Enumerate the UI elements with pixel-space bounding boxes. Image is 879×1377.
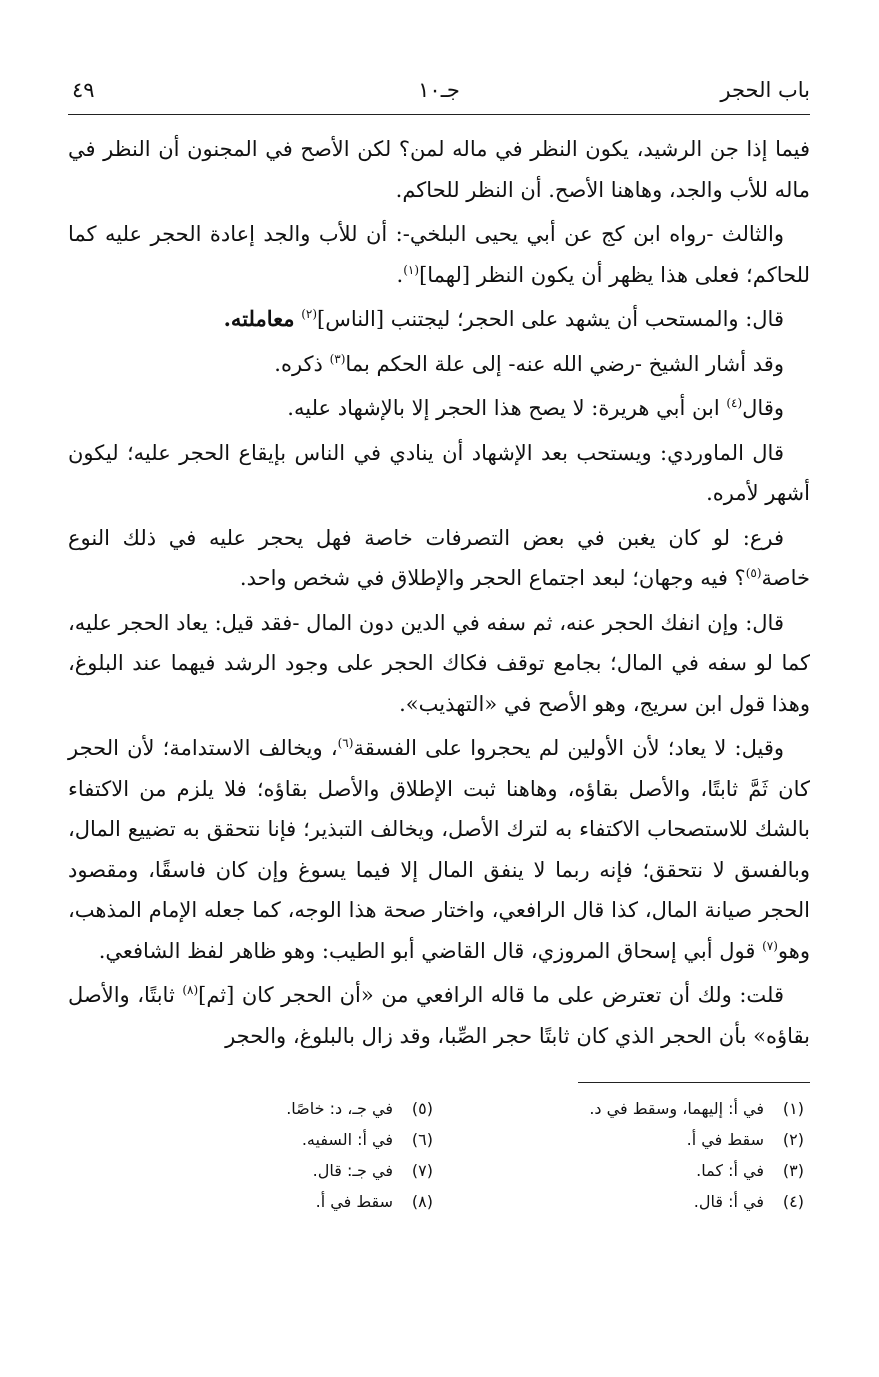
text-run: . — [396, 262, 404, 287]
page-number: ٤٩ — [72, 78, 95, 102]
paragraph — [68, 214, 810, 295]
book-page — [68, 70, 810, 1217]
body-text — [68, 129, 810, 1056]
footnote-text: في جـ، د: خاصًا. — [286, 1099, 393, 1118]
footnote-item — [439, 1155, 804, 1186]
footnote-number: (٦) — [411, 1130, 433, 1149]
text-run: وقيل: لا يعاد؛ لأن الأولين لم يحجروا على الفسقة — [353, 736, 784, 760]
footnote-marker: (٦) — [337, 736, 354, 750]
footnotes — [68, 1093, 810, 1217]
footnote-number: (٢) — [782, 1130, 804, 1149]
text-run: قول أبي إسحاق المروزي، قال القاضي أبو الطيب: وهو ظاهر لفظ الشافعي. — [98, 938, 763, 963]
text-run: وقد أشار الشيخ -رضي الله عنه- إلى علة الحكم بما — [345, 351, 784, 376]
footnote-marker: (٨) — [182, 983, 199, 997]
footnote-text: في أ: كما. — [696, 1161, 764, 1180]
footnote-number: (٧) — [411, 1161, 433, 1180]
text-run: ذكره. — [274, 351, 330, 376]
volume-label: جـ١٠ — [418, 78, 460, 102]
footnote-text: في جـ: قال. — [312, 1161, 393, 1180]
text-run: وقال — [742, 396, 784, 420]
footnote-text: في أ: إليهما، وسقط في د. — [589, 1099, 764, 1118]
footnote-marker: (٤) — [726, 396, 743, 410]
footnotes-right-column — [439, 1093, 810, 1217]
footnote-item — [68, 1124, 433, 1155]
footnote-number: (٨) — [411, 1192, 433, 1211]
footnote-marker: (٢) — [301, 307, 318, 321]
paragraph — [68, 603, 810, 725]
footnote-item — [68, 1186, 433, 1217]
footnote-item — [439, 1093, 804, 1124]
footnote-marker: (٥) — [745, 566, 762, 580]
footnote-text: في أ: السفيه. — [301, 1130, 393, 1149]
bold-text: معاملته. — [223, 306, 295, 331]
text-run: ثابتًا، والأصل بقاؤه» بأن الحجر الذي كان ثابتًا حجر الصِّبا، وقد زال بالبلوغ، والحجر — [68, 983, 810, 1048]
footnote-item — [439, 1124, 804, 1155]
footnote-item — [68, 1093, 433, 1124]
footnote-item — [68, 1155, 433, 1186]
footnote-marker: (١) — [403, 262, 420, 277]
footnote-item — [439, 1186, 804, 1217]
text-run: قال: والمستحب أن يشهد على الحجر؛ ليجتنب [الناس] — [317, 307, 784, 331]
footnote-marker: (٣) — [329, 351, 346, 366]
paragraph — [68, 975, 810, 1056]
paragraph — [68, 299, 810, 340]
footnote-text: سقط في أ. — [686, 1130, 764, 1149]
footnote-text: في أ: قال. — [693, 1192, 764, 1211]
paragraph — [68, 433, 810, 514]
footnote-marker: (٧) — [762, 938, 778, 953]
text-run: قال: وإن انفك الحجر عنه، ثم سفه في الدين دون المال -فقد قيل: يعاد الحجر عليه، كما لو سفه في المال؛ بجامع توقف فكاك الحجر على وجود الرشد فيهما عند البلوغ، وهذا قول ابن سريج، وهو الأصح في «التهذيب». — [68, 610, 810, 716]
paragraph — [68, 518, 810, 599]
text-run: قال الماوردي: ويستحب بعد الإشهاد أن ينادي في الناس بإيقاع الحجر عليه؛ ليكون أشهر لأمره. — [68, 440, 810, 505]
footnote-divider — [578, 1082, 810, 1083]
footnote-number: (٥) — [411, 1099, 433, 1118]
text-run: والثالث -رواه ابن كج عن أبي يحيى البلخي-: أن للأب والجد إعادة الحجر عليه كما للحاكم؛ فعلى هذا يظهر أن يكون النظر [لهما] — [68, 222, 810, 287]
footnote-text: سقط في أ. — [315, 1192, 393, 1211]
text-run: ، ويخالف الاستدامة؛ لأن الحجر كان ثَمَّ ثابتًا، والأصل بقاؤه، وهاهنا ثبت الإطلاق والأصل بقاؤه؛ فلا يلزم من الاكتفاء بالشك للاستصحاب الاكتفاء به لترك الأصل، ويخالف التبذير؛ فإنا نتحقق به تضييع المال، وبالفسق لا نتحقق؛ فإنه ربما لا ينفق المال إلا فيما يسوغ وإن كان فاسقًا، ومقصود الحجر صيانة المال، كذا قال الرافعي، واختار صحة هذا الوجه، كما جعله الإمام المذهب، وهو — [68, 736, 810, 963]
chapter-title: باب الحجر — [720, 78, 810, 102]
text-run: فيما إذا جن الرشيد، يكون النظر في ماله لمن؟ لكن الأصح في المجنون أن النظر في ماله للأب والجد، وهاهنا الأصح. أن النظر للحاكم. — [68, 137, 810, 202]
paragraph — [68, 728, 810, 971]
footnotes-left-column — [68, 1093, 439, 1217]
text-run: فرع: لو كان يغبن في بعض التصرفات خاصة فهل يحجر عليه في ذلك النوع خاصة — [68, 525, 810, 590]
footnote-number: (٤) — [782, 1192, 804, 1211]
running-header — [68, 70, 810, 115]
paragraph — [68, 344, 810, 385]
paragraph — [68, 129, 810, 210]
footnote-number: (٣) — [782, 1161, 804, 1180]
text-run: قلت: ولك أن تعترض على ما قاله الرافعي من «أن الحجر كان [ثم] — [198, 983, 785, 1007]
paragraph — [68, 388, 810, 429]
footnote-number: (١) — [782, 1099, 804, 1118]
text-run: ؟ فيه وجهان؛ لبعد اجتماع الحجر والإطلاق في شخص واحد. — [239, 566, 746, 590]
text-run: ابن أبي هريرة: لا يصح هذا الحجر إلا بالإشهاد عليه. — [287, 396, 727, 420]
